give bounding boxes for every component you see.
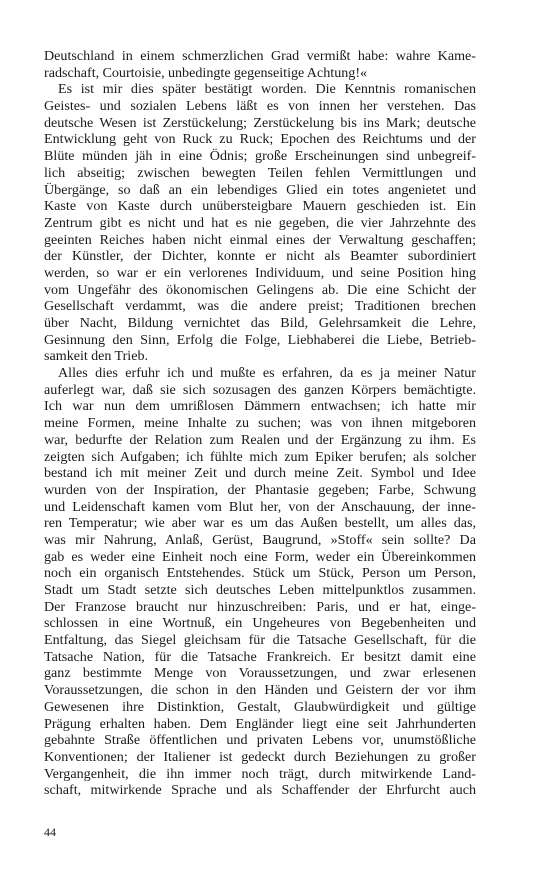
text-line: Entwicklung geht von Ruck zu Ruck; Epochen des Reichtums und der: [44, 131, 476, 148]
text-line: Ich war nun dem umrißlosen Dämmern entwachsen; ich hatte mir: [44, 398, 476, 415]
text-line: samkeit den Trieb.: [44, 348, 149, 365]
text-line: ganz bestimmte Menge von Voraussetzungen, und zwar erlesenen: [44, 665, 476, 682]
text-line: Geistes- und sozialen Lebens läßt es von innen her verstehen. Das: [44, 98, 476, 115]
text-line: Kaste von Kaste durch unübersteigbare Mauern geschieden ist. Ein: [44, 198, 476, 215]
text-line: bestand ich mit meiner Zeit und durch meine Zeit. Symbol und Idee: [44, 465, 476, 482]
text-line: Gesinnung den Sinn, Erfolg die Folge, Liebhaberei die Liebe, Betrieb-: [44, 331, 476, 348]
text-line: Prägung erhalten haben. Dem Engländer liegt eine seit Jahrhunderten: [44, 715, 476, 732]
text-line: Entfaltung, das Siegel gleichsam für die Tatsache Gesellschaft, für die: [44, 632, 476, 649]
text-line: Voraussetzungen, die schon in den Händen und Geistern der vor ihm: [44, 682, 476, 699]
text-line: geeinten Reiches haben nicht einmal eines der Verwaltung geschaffen;: [44, 231, 476, 248]
text-line: Blüte münden jäh in eine Ödnis; große Erscheinungen sind unbegreif-: [44, 148, 476, 165]
text-line: auferlegt war, daß sie sich sozusagen des ganzen Körpers bemächtigte.: [44, 381, 476, 398]
text-line: Der Franzose braucht nur hinzuschreiben: Paris, und er hat, einge-: [44, 598, 476, 615]
text-line: radschaft, Courtoisie, unbedingte gegenseitige Achtung!«: [44, 64, 368, 81]
text-line: schaft, mitwirkende Sprache und als Schaffender der Ehrfurcht auch: [44, 782, 476, 799]
text-line: Alles dies erfuhr ich und mußte es erfahren, da es ja meiner Natur: [58, 365, 476, 382]
text-line: Gewesenen ihre Distinktion, Gestalt, Glaubwürdigkeit und gültige: [44, 698, 476, 715]
text-line: gebahnte Straße öffentlichen und privaten Lebens vor, unumstößliche: [44, 732, 476, 749]
text-line: Es ist mir dies später bestätigt worden. Die Kenntnis romanischen: [58, 81, 476, 98]
text-line: vom Ungefähr des ökonomischen Gelingens ab. Die eine Schicht der: [44, 281, 476, 298]
text-line: Tatsache Nation, für die Tatsache Frankreich. Er besitzt damit eine: [44, 648, 476, 665]
text-line: Gesellschaft verdammt, was die andere preist; Traditionen brechen: [44, 298, 476, 315]
text-line: Vergangenheit, die ihn immer noch trägt, durch mitwirkende Land-: [44, 765, 476, 782]
text-line: schlossen in eine Wortnuß, ein Ungeheures von Begebenheiten und: [44, 615, 476, 632]
text-line: lich abseitig; zwischen bewegten Teilen fehlen Vermittlungen und: [44, 164, 476, 181]
text-line: und Leidenschaft kamen vom Blut her, von der Anschauung, der inne-: [44, 498, 476, 515]
text-line: über Nacht, Bildung vernichtet das Bild, Gelehrsamkeit die Lehre,: [44, 315, 476, 331]
text-line: was mir Nahrung, Anlaß, Gerüst, Baugrund, »Stoff« sein sollte? Da: [44, 531, 476, 548]
page-number: 44: [44, 825, 56, 839]
text-line: zeigten sich Aufgaben; ich fühlte mich zum Epiker berufen; als solcher: [44, 448, 476, 465]
text-line: Stadt um Stadt setzte sich deutsches Leben mittelpunktlos zusammen.: [44, 582, 476, 598]
text-line: gab es weder eine Einheit noch eine Form, weder ein Übereinkommen: [44, 548, 476, 565]
text-line: Übergänge, so daß an ein lebendiges Glied ein totes angenietet und: [44, 181, 476, 198]
body-text: [44, 48, 476, 799]
text-line: der Künstler, der Dichter, konnte er nicht als Beamter subordiniert: [44, 248, 476, 265]
text-line: werden, so war er ein verlorenes Individuum, und seine Position hing: [44, 264, 476, 281]
text-line: deutsche Wesen ist Zerstückelung; Zerstückelung bis ins Mark; deutsche: [44, 114, 476, 131]
text-line: Deutschland in einem schmerzlichen Grad vermißt habe: wahre Kame-: [44, 48, 476, 64]
text-line: noch ein organisch Entstehendes. Stück um Stück, Person um Person,: [44, 565, 476, 582]
text-line: Konventionen; der Italiener ist gedeckt durch Beziehungen zu großer: [44, 748, 476, 765]
text-line: meine Formen, meine Inhalte zu suchen; was von ihnen mitgeboren: [44, 415, 476, 432]
text-line: ren Temperatur; wie aber war es um das Außen bestellt, um alles das,: [44, 515, 476, 532]
text-line: wurden von der Inspiration, der Phantasie gegeben; Farbe, Schwung: [44, 481, 476, 498]
text-line: war, bedurfte der Relation zum Realen und der Ergänzung zu ihm. Es: [44, 431, 476, 448]
text-line: Zentrum gibt es nicht und hat es nie gegeben, die vier Jahrzehnte des: [44, 214, 476, 231]
